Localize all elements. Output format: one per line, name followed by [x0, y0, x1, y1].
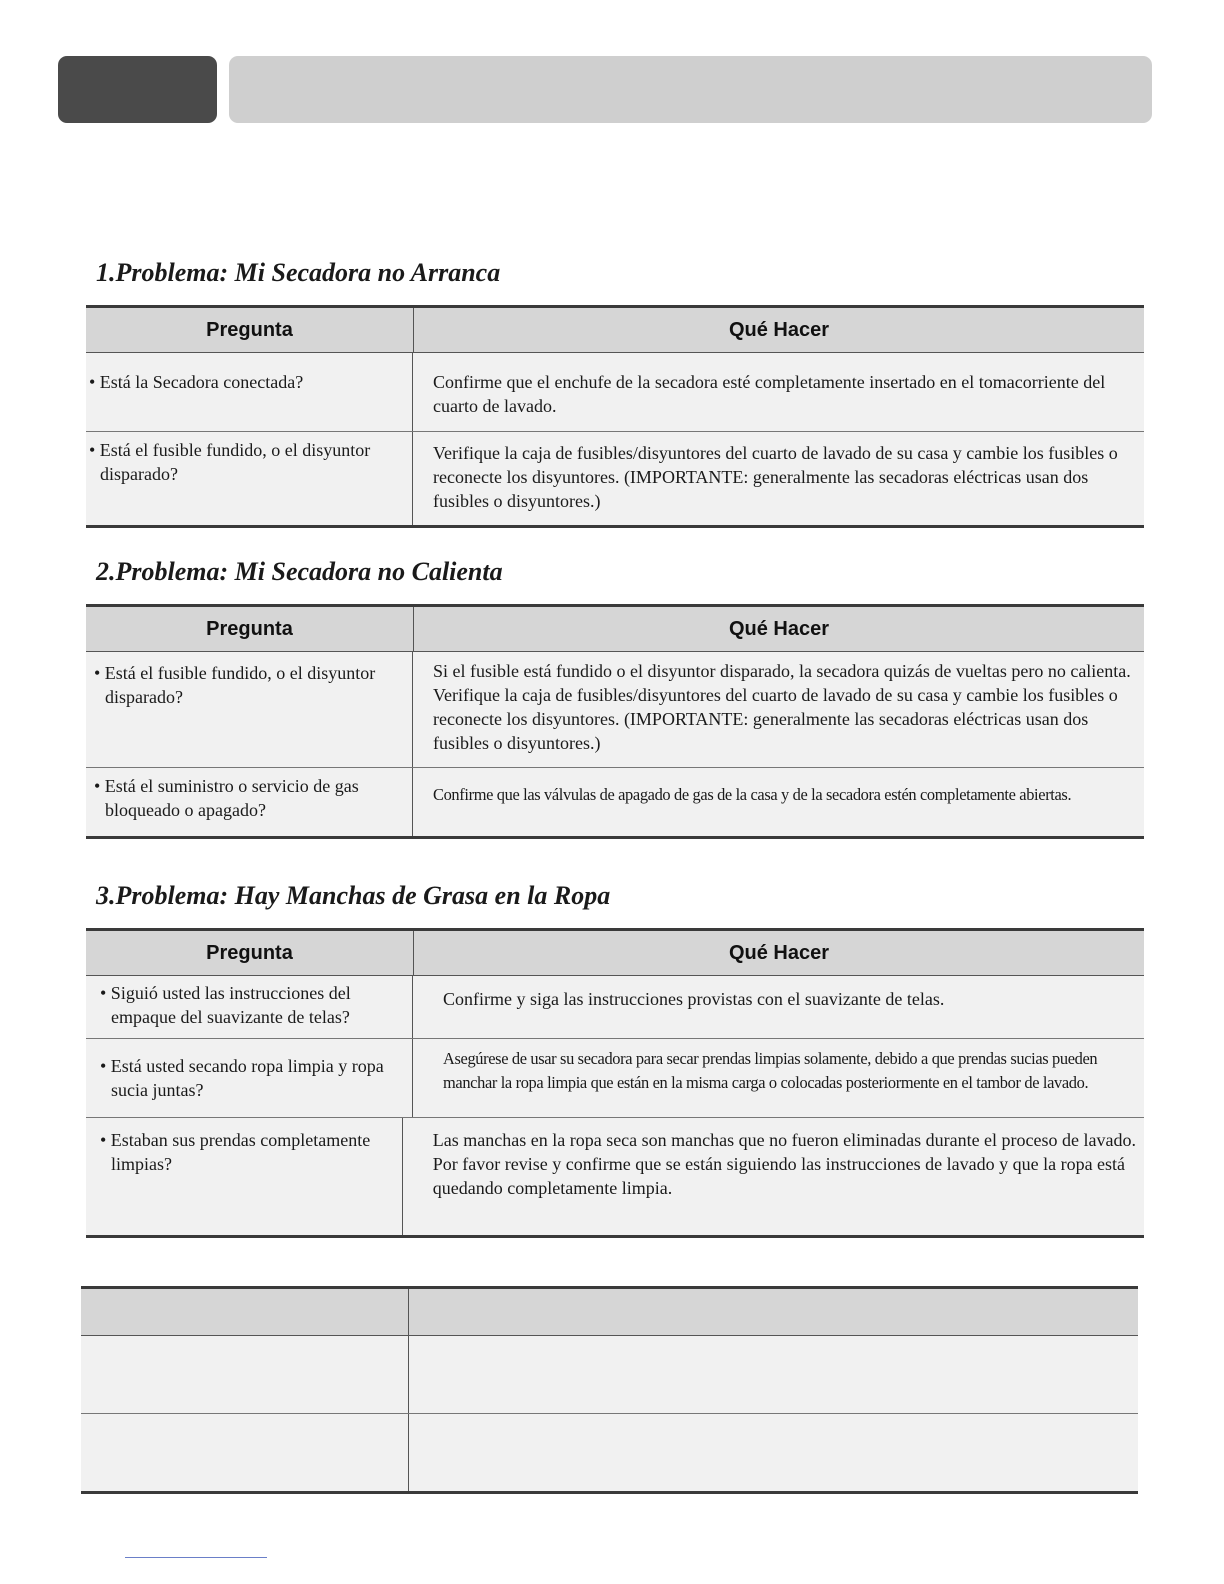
table-header — [81, 1289, 1138, 1336]
table-header — [86, 308, 1144, 353]
table-row — [81, 1414, 1138, 1491]
answer-cell — [409, 1336, 1138, 1413]
table-row — [86, 652, 1144, 768]
question-cell: • Está el fusible fundido, o el disyuntor disparado? — [86, 432, 413, 525]
table-row — [86, 976, 1144, 1039]
question-cell: • Está el suministro o servicio de gas bloqueado o apagado? — [86, 768, 413, 836]
section-1-table — [86, 305, 1144, 528]
header-title-bar — [229, 56, 1152, 123]
answer-cell: Confirme y siga las instrucciones provistas con el suavizante de telas. — [443, 989, 945, 1009]
answer-line: Por favor revise y confirme que se están siguiendo las instrucciones de lavado y que la ropa está quedando completamente limpia. — [432, 1154, 1126, 1198]
question-cell: • Está usted secando ropa limpia y ropa sucia juntas? — [86, 1039, 413, 1117]
answer-cell: Verifique la caja de fusibles/disyuntores del cuarto de lavado de su casa y cambie los fusibles o reconecte los disyuntores. (IMPORTANTE: generalmente las secadoras eléctricas usan dos fusibles o disyuntores.) — [433, 443, 1118, 511]
column-header-question: Pregunta — [86, 931, 414, 975]
column-header-action: Qué Hacer — [728, 318, 830, 341]
table-row — [86, 1118, 1144, 1235]
empty-table — [81, 1286, 1138, 1494]
table-row — [81, 1336, 1138, 1414]
section-3-title: 3.Problema: Hay Manchas de Grasa en la Ropa — [96, 881, 611, 910]
column-header-question — [81, 1289, 409, 1335]
question-cell: • Está la Secadora conectada? — [86, 353, 413, 431]
table-row — [86, 432, 1144, 525]
answer-cell — [409, 1414, 1138, 1491]
section-2-title: 2.Problema: Mi Secadora no Calienta — [96, 557, 503, 586]
question-cell: • Está el fusible fundido, o el disyuntor disparado? — [86, 652, 413, 767]
header-tab-dark — [58, 56, 217, 123]
answer-cell: Asegúrese de usar su secadora para secar prendas limpias solamente, debido a que prendas sucias pueden manchar la ropa limpia que están en la misma carga o colocadas posteriormente en el tambor de lavado. — [443, 1049, 1098, 1092]
section-1-title: 1.Problema: Mi Secadora no Arranca — [96, 258, 501, 287]
section-3-table — [86, 928, 1144, 1238]
question-cell: • Siguió usted las instrucciones del empaque del suavizante de telas? — [86, 976, 413, 1038]
answer-line: Las manchas en la ropa seca son manchas que no fueron eliminadas durante el proceso de lavado. — [432, 1130, 1136, 1150]
table-row — [86, 353, 1144, 432]
column-header-question: Pregunta — [86, 607, 414, 651]
question-cell — [81, 1336, 409, 1413]
answer-cell: Confirme que el enchufe de la secadora esté completamente insertado en el tomacorriente del cuarto de lavado. — [433, 372, 1106, 416]
table-header — [86, 607, 1144, 652]
footer-underline — [125, 1557, 267, 1558]
column-header-action: Qué Hacer — [728, 617, 830, 640]
answer-cell: Confirme que las válvulas de apagado de gas de la casa y de la secadora estén completamente abiertas. — [433, 785, 1072, 804]
table-row — [86, 1039, 1144, 1118]
answer-cell: Si el fusible está fundido o el disyuntor disparado, la secadora quizás de vueltas pero no calienta. Verifique la caja de fusibles/disyuntores del cuarto de lavado de su casa y cambie los fusibles o reconecte los disyuntores. (IMPORTANTE: generalmente las secadoras eléctricas usan dos fusibles o disyuntores.) — [433, 661, 1131, 753]
table-header — [86, 931, 1144, 976]
column-header-question: Pregunta — [86, 308, 414, 352]
question-cell: • Estaban sus prendas completamente limpias? — [86, 1118, 403, 1235]
answer-cell — [403, 1118, 1144, 1235]
question-cell — [81, 1414, 409, 1491]
section-2-table — [86, 604, 1144, 839]
table-row — [86, 768, 1144, 836]
column-header-action: Qué Hacer — [728, 941, 830, 964]
